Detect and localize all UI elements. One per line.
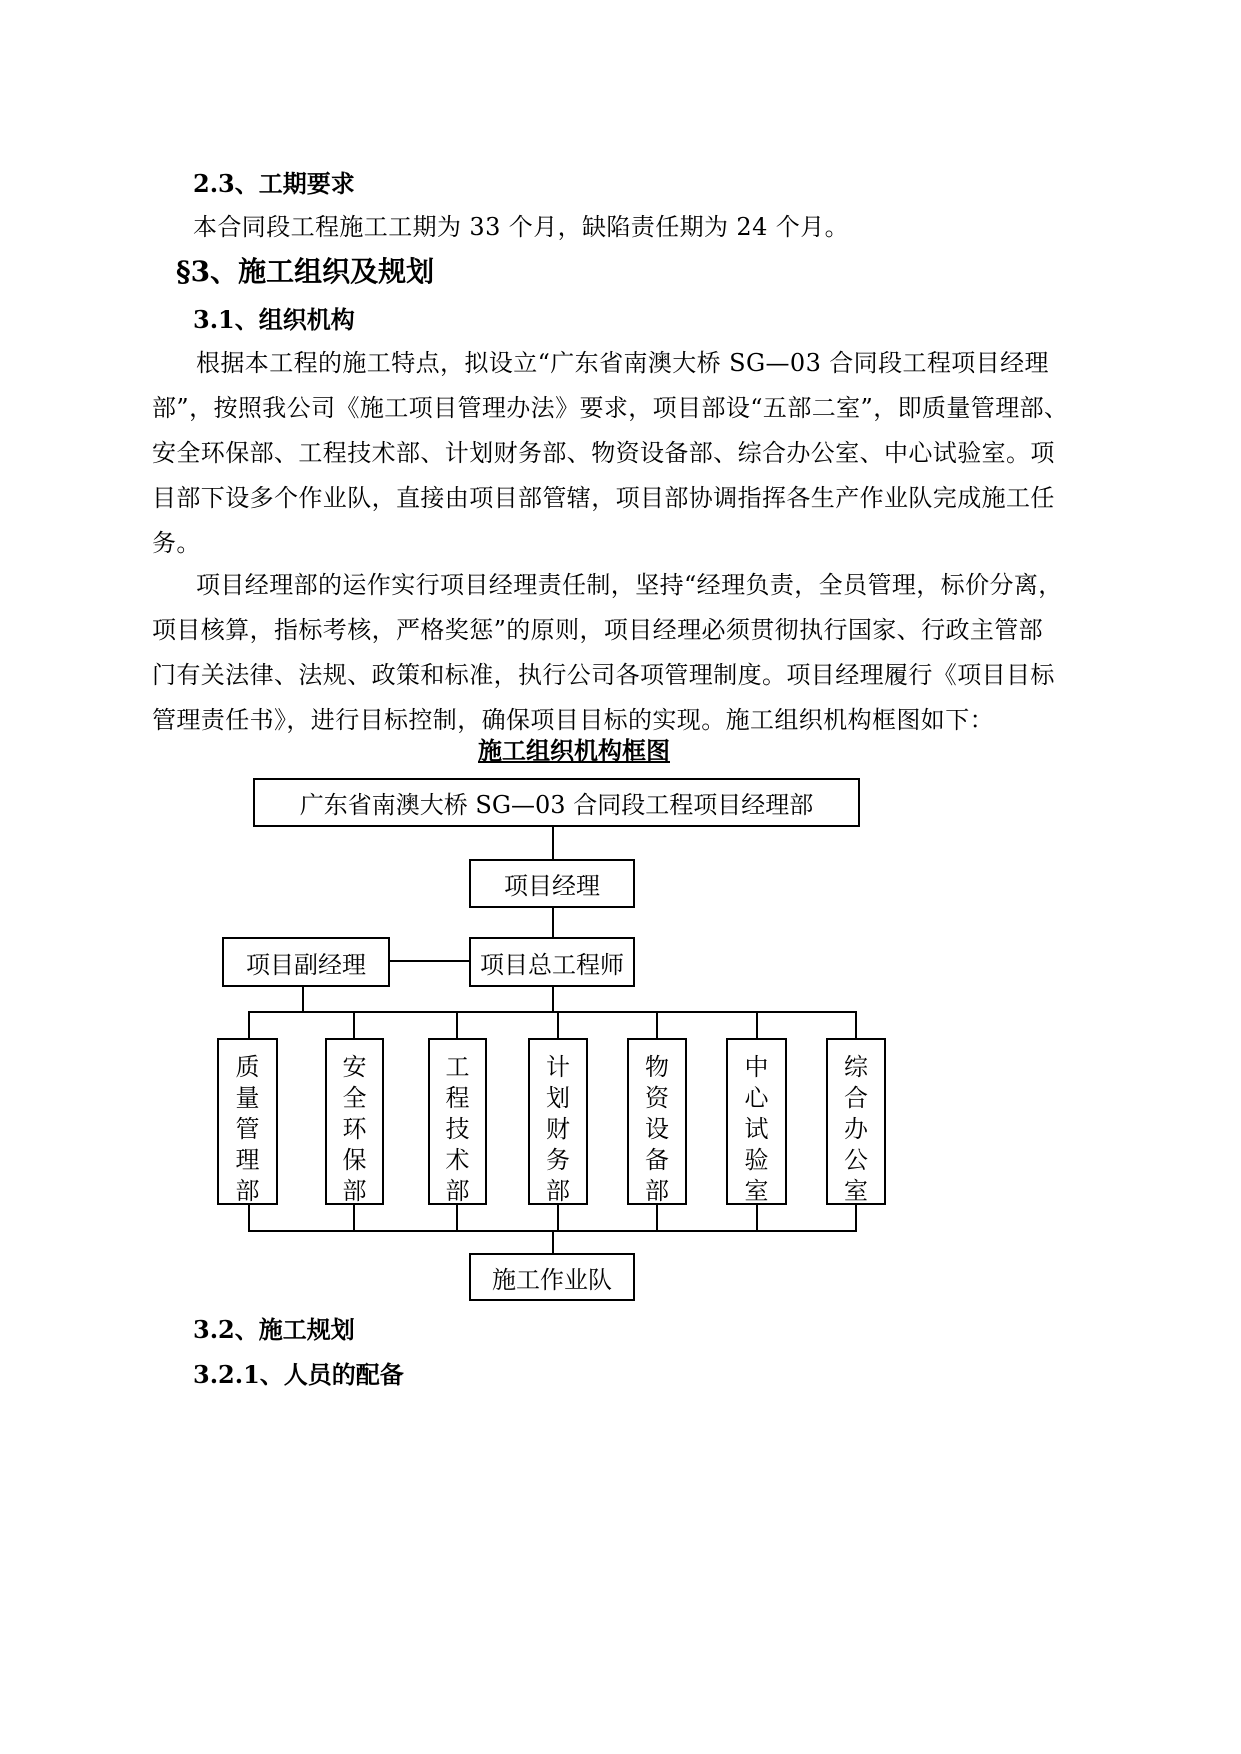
- dept-label-char: 工: [445, 1053, 470, 1081]
- dept-label-char: 理: [235, 1146, 260, 1174]
- dept-label-char: 财: [546, 1115, 570, 1143]
- connector-bus-to-team: [552, 1231, 554, 1254]
- para2-line-3: 门有关法律、法规、政策和标准，执行公司各项管理制度。项目经理履行《项目目标: [152, 661, 1055, 689]
- section-3-2-1-heading: 3.2.1、人员的配备: [193, 1360, 404, 1389]
- dept-label-char: 验: [744, 1146, 769, 1174]
- section-3-heading: §3、施工组织及规划: [176, 255, 435, 288]
- org-deputy-box: 项目副经理: [222, 937, 390, 987]
- dept-box: [428, 1038, 487, 1205]
- dept-label: [844, 1052, 868, 1203]
- dept-label-char: 试: [744, 1115, 769, 1143]
- dept-rise: [248, 1204, 250, 1231]
- dept-label-char: 保: [342, 1146, 367, 1174]
- dept-label-char: 环: [342, 1115, 367, 1143]
- dept-label: [645, 1052, 669, 1203]
- dept-label-char: 物: [645, 1053, 669, 1081]
- para2-line-2: 项目核算，指标考核，严格奖惩”的原则，项目经理必须贯彻执行国家、行政主管部: [152, 616, 1044, 644]
- dept-label-char: 技: [445, 1115, 470, 1143]
- dept-label-char: 部: [445, 1177, 470, 1205]
- dept-label-char: 管: [235, 1115, 260, 1143]
- connector-chief-down: [552, 986, 554, 1012]
- dept-label-char: 设: [645, 1115, 669, 1143]
- dept-box: [726, 1038, 787, 1205]
- dept-drop: [855, 1011, 857, 1039]
- dept-label-char: 量: [235, 1084, 260, 1112]
- dept-label-char: 部: [546, 1177, 570, 1205]
- dept-label: [236, 1052, 260, 1203]
- org-construction-team-box: 施工作业队: [469, 1253, 635, 1301]
- connector-deputy-to-chief: [389, 960, 470, 962]
- dept-label-char: 程: [445, 1084, 470, 1112]
- para2-line-1: 项目经理部的运作实行项目经理责任制，坚持“经理负责，全员管理，标价分离，: [196, 571, 1063, 599]
- connector-top-to-manager: [552, 826, 554, 860]
- section-2-3-heading: 2.3、工期要求: [193, 169, 355, 198]
- dept-label: [343, 1052, 367, 1203]
- dept-box: [826, 1038, 886, 1205]
- connector-deputy-down: [302, 986, 304, 1012]
- dept-rise: [756, 1204, 758, 1231]
- dept-label-char: 公: [844, 1146, 868, 1174]
- para1-line-5: 务。: [152, 529, 201, 557]
- dept-drop: [248, 1011, 250, 1039]
- dept-label-char: 划: [546, 1084, 570, 1112]
- dept-label-char: 办: [844, 1115, 868, 1143]
- dept-rise: [656, 1204, 658, 1231]
- org-chief-engineer-box: 项目总工程师: [469, 937, 635, 987]
- dept-label-char: 务: [546, 1146, 570, 1174]
- dept-label-char: 部: [645, 1177, 669, 1205]
- section-3-2-heading: 3.2、施工规划: [193, 1315, 355, 1344]
- dept-drop: [456, 1011, 458, 1039]
- section-3-1-heading: 3.1、组织机构: [193, 305, 355, 334]
- dept-label-char: 室: [844, 1177, 868, 1205]
- dept-label: [446, 1052, 470, 1203]
- para1-line-4: 目部下设多个作业队，直接由项目部管辖，项目部协调指挥各生产作业队完成施工任: [152, 484, 1055, 512]
- dept-label-char: 室: [744, 1177, 769, 1205]
- dept-rise: [353, 1204, 355, 1231]
- section-2-3-body: 本合同段工程施工工期为 33 个月，缺陷责任期为 24 个月。: [193, 213, 849, 241]
- dept-label-char: 合: [844, 1084, 868, 1112]
- dept-rise: [456, 1204, 458, 1231]
- connector-manager-to-chief: [552, 907, 554, 939]
- dept-label-char: 全: [342, 1084, 367, 1112]
- dept-rise: [557, 1204, 559, 1231]
- dept-label-char: 备: [645, 1146, 669, 1174]
- dept-label-char: 综: [844, 1053, 868, 1081]
- dept-label-char: 质: [235, 1053, 260, 1081]
- dept-label-char: 术: [445, 1146, 470, 1174]
- dept-label-char: 计: [546, 1053, 570, 1081]
- dept-label-char: 资: [645, 1084, 669, 1112]
- dept-label: [546, 1052, 570, 1203]
- org-manager-box: 项目经理: [469, 859, 635, 908]
- dept-label-char: 安: [342, 1053, 367, 1081]
- dept-label-char: 部: [342, 1177, 367, 1205]
- dept-drop: [656, 1011, 658, 1039]
- dept-label-char: 心: [744, 1084, 769, 1112]
- dept-top-bus: [248, 1011, 857, 1013]
- dept-label-char: 中: [744, 1053, 769, 1081]
- dept-label-char: 部: [235, 1177, 260, 1205]
- dept-box: [217, 1038, 278, 1205]
- dept-label: [745, 1052, 769, 1203]
- para1-line-3: 安全环保部、工程技术部、计划财务部、物资设备部、综合办公室、中心试验室。项: [152, 439, 1055, 467]
- dept-box: [627, 1038, 687, 1205]
- org-top-box: 广东省南澳大桥 SG—03 合同段工程项目经理部: [253, 778, 860, 827]
- dept-drop: [756, 1011, 758, 1039]
- para2-line-4: 管理责任书》，进行目标控制，确保项目目标的实现。施工组织机构框图如下：: [152, 706, 994, 734]
- dept-rise: [855, 1204, 857, 1231]
- dept-drop: [353, 1011, 355, 1039]
- para1-line-2: 部”，按照我公司《施工项目管理办法》要求，项目部设“五部二室”，即质量管理部、: [152, 394, 1069, 422]
- dept-box: [325, 1038, 384, 1205]
- org-chart-title: 施工组织机构框图: [478, 736, 670, 765]
- dept-drop: [557, 1011, 559, 1039]
- para1-line-1: 根据本工程的施工特点，拟设立“广东省南澳大桥 SG—03 合同段工程项目经理: [196, 349, 1049, 377]
- dept-box: [528, 1038, 588, 1205]
